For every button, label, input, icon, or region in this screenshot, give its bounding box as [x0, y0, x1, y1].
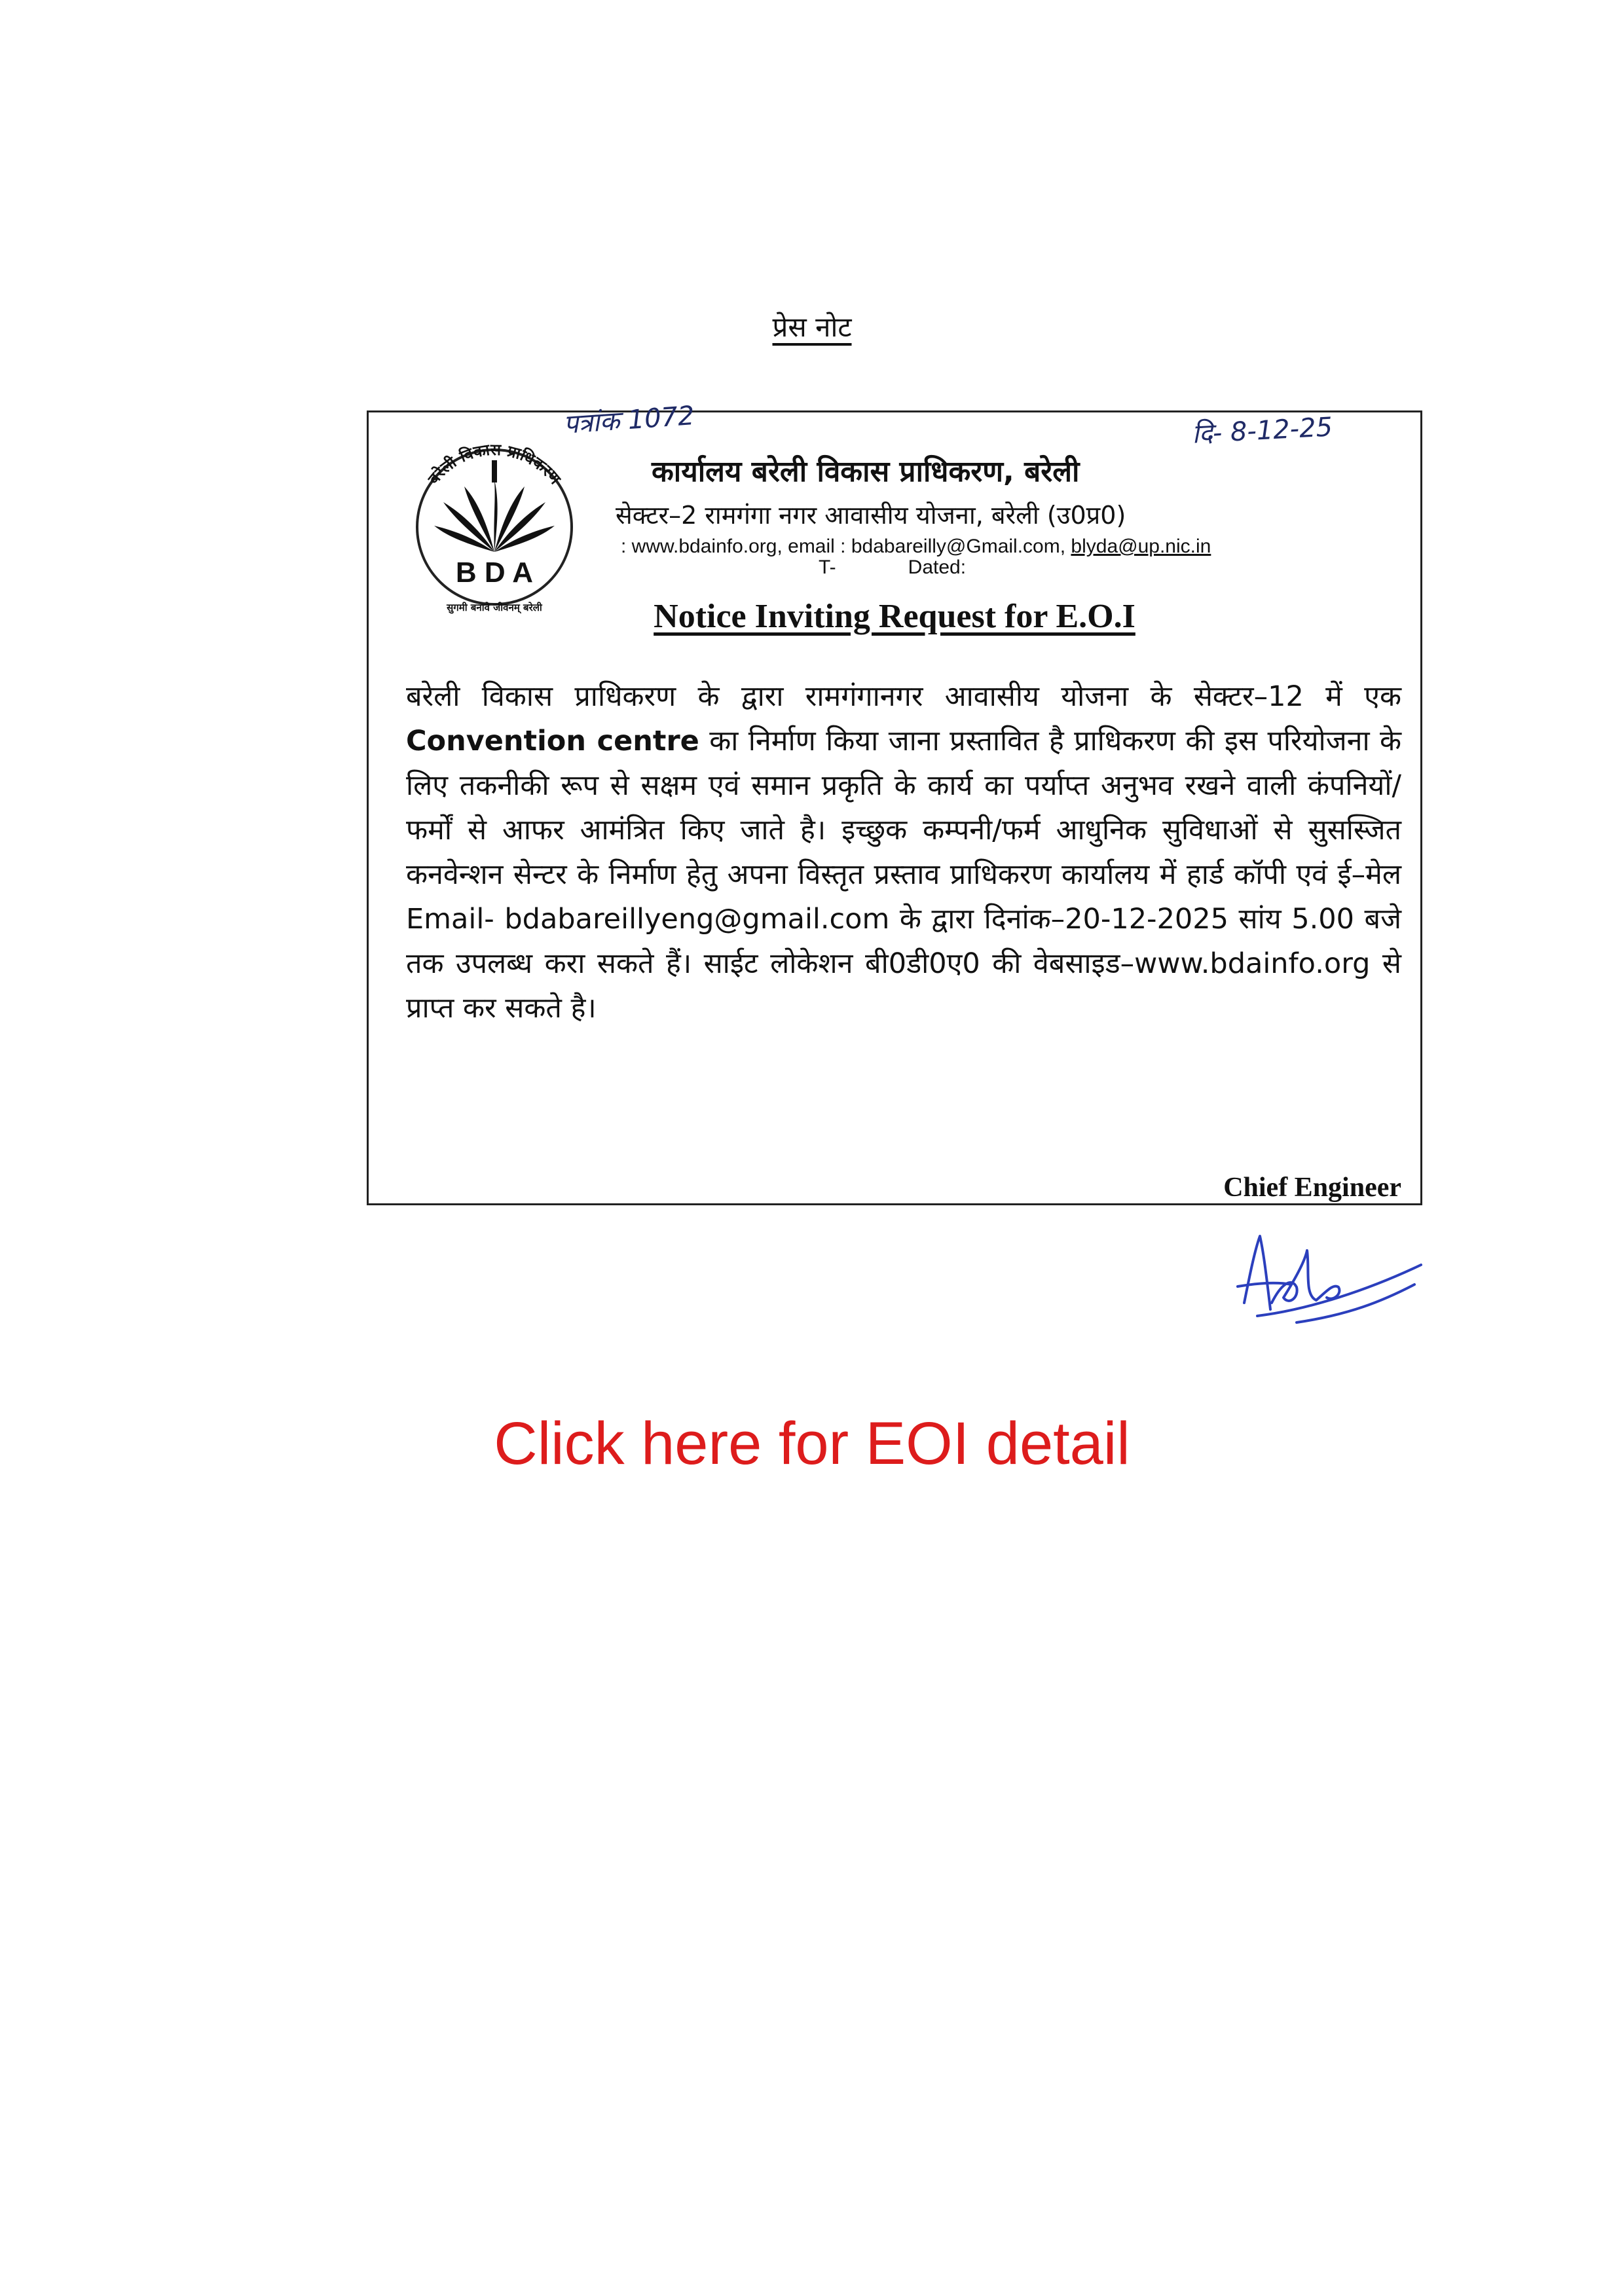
- office-address: सेक्टर–2 रामगंगा नगर आवासीय योजना, बरेली (उ0प्र0): [616, 501, 1126, 530]
- handwritten-letter-number: पत्रांक 1072: [562, 401, 695, 440]
- notice-body: [406, 674, 1401, 1030]
- press-note-title: प्रेस नोट: [772, 311, 852, 343]
- logo-initials: B D A: [455, 556, 534, 589]
- ref-dated: Dated:: [908, 556, 967, 578]
- signature-icon: [1218, 1224, 1434, 1336]
- ref-number: T-: [819, 556, 836, 578]
- handwritten-date: दि- 8-12-25: [1191, 412, 1334, 450]
- notice-heading: Notice Inviting Request for E.O.I: [654, 598, 1135, 635]
- notice-body-part1: बरेली विकास प्राधिकरण के द्वारा रामगंगानगर आवासीय योजना के सेक्टर–12 में एक: [406, 680, 1401, 713]
- logo-motto: सुगमी बनावे जीवनम् बरेली: [447, 602, 542, 613]
- contact-email-link[interactable]: blyda@up.nic.in: [1071, 536, 1211, 557]
- notice-body-part2: का निर्माण किया जाना प्रस्तावित है प्राधिकरण की इस परियोजना के लिए तकनीकी रूप से सक्षम एवं समान प्रकृति के कार्य का पर्याप्त अनुभव रखने वाली कंपनियों/फर्मों से आफर आमंत्रित किए जाते है। इच्छुक कम्पनी/फर्म आधुनिक सुविधाओं से सुसस्जित कनवेन्शन सेन्टर के निर्माण हेतु अपना विस्तृत प्रस्ताव प्राधिकरण कार्यालय में हार्ड कॉपी एवं ई–मेल Email- bdabareillyeng@gmail.com के द्वारा दिनांक–20-12-2025 सांय 5.00 बजे तक उपलब्ध करा सकते हैं। साईट लोकेशन बी0डी0ए0 की वेबसाइड–www.bdainfo.org से प्राप्त कर सकते है।: [406, 725, 1402, 1025]
- eoi-detail-link[interactable]: Click here for EOI detail: [494, 1410, 1130, 1477]
- bda-logo-icon: [396, 429, 593, 619]
- reference-line: [819, 556, 966, 579]
- notice-body-bold: Convention centre: [406, 725, 699, 757]
- office-contact: [621, 536, 1211, 558]
- contact-text: : www.bdainfo.org, email : bdabareilly@Gmail.com,: [621, 536, 1071, 557]
- office-title: कार्यालय बरेली विकास प्राधिकरण, बरेली: [652, 455, 1080, 488]
- logo-arc-text: बरेली विकास प्राधिकरण: [424, 440, 564, 488]
- signatory-title: Chief Engineer: [1223, 1173, 1401, 1203]
